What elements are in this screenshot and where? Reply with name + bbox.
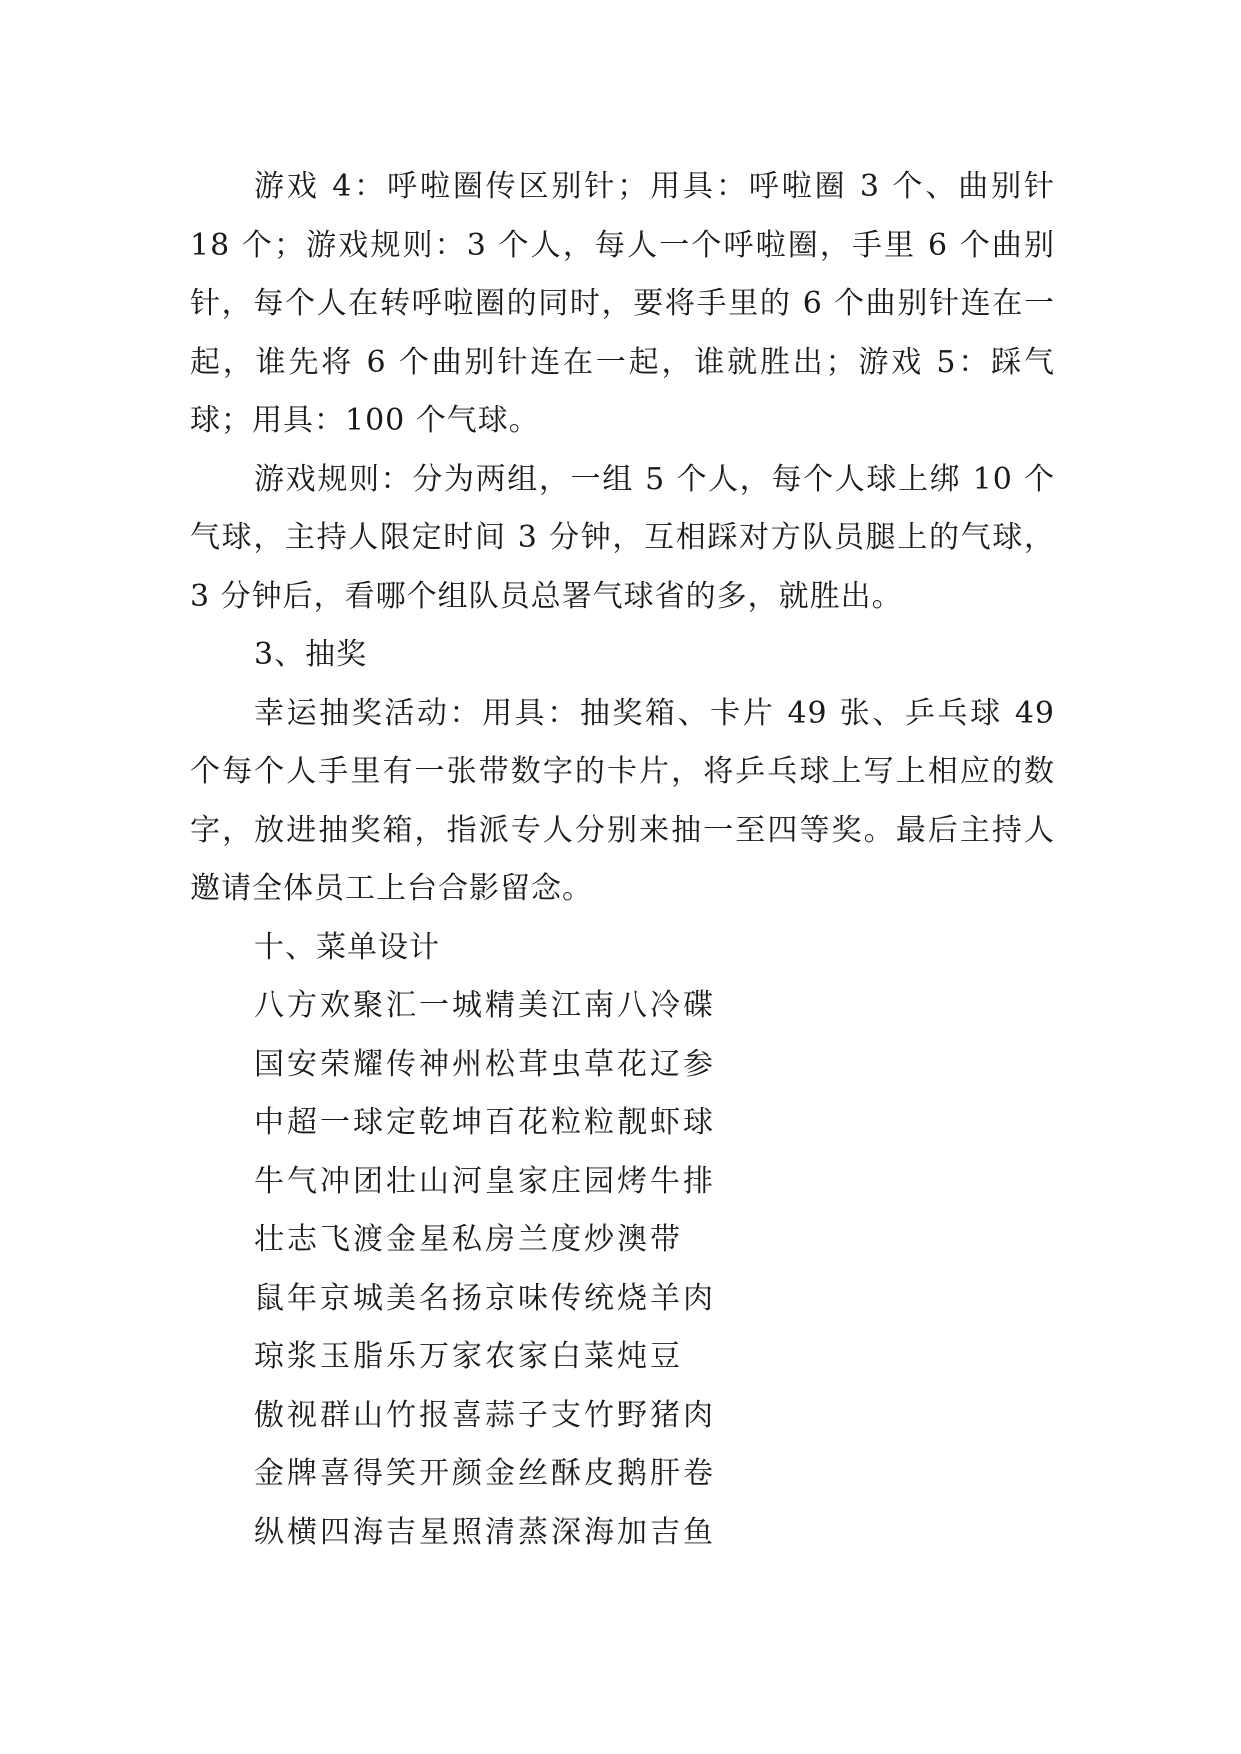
section-heading-lottery: 3、抽奖 [254,637,368,672]
menu-list [190,977,1055,1562]
menu-item: 琼浆玉脂乐万家农家白菜炖豆 [254,1339,683,1374]
menu-item: 壮志飞渡金星私房兰度炒澳带 [254,1222,683,1257]
menu-item: 鼠年京城美名扬京味传统烧羊肉 [254,1280,716,1316]
paragraph-lottery: 幸运抽奖活动：用具：抽奖箱、卡片 49 张、乒乓球 49 个每个人手里有一张带数字的卡片，将乒乓球上写上相应的数字，放进抽奖箱，指派专人分别来抽一至四等奖。最后主持人邀请全体员工上台合影留念。 [190,695,1055,906]
section-heading-menu: 十、菜单设计 [254,929,440,965]
menu-item: 傲视群山竹报喜蒜子支竹野猪肉 [254,1397,716,1433]
menu-item: 金牌喜得笑开颜金丝酥皮鹅肝卷 [254,1456,716,1491]
menu-item: 中超一球定乾坤百花粒粒靓虾球 [254,1105,716,1140]
paragraph-game5-rules: 游戏规则：分为两组，一组 5 个人，每个人球上绑 10 个气球，主持人限定时间 3 分钟，互相踩对方队员腿上的气球，3 分钟后，看哪个组队员总署气球省的多，就胜出。 [190,461,1055,614]
menu-item: 八方欢聚汇一城精美江南八冷碟 [254,988,716,1023]
menu-item: 国安荣耀传神州松茸虫草花辽参 [254,1046,716,1082]
document-page [190,158,1055,1562]
menu-item: 纵横四海吉星照清蒸深海加吉鱼 [254,1514,716,1550]
menu-item: 牛气冲团壮山河皇家庄园烤牛排 [254,1163,716,1199]
paragraph-game4: 游戏 4：呼啦圈传区别针；用具：呼啦圈 3 个、曲别针 18 个；游戏规则：3 个人，每人一个呼啦圈，手里 6 个曲别针，每个人在转呼啦圈的同时，要将手里的 6 个曲别针连在一起，谁先将 6 个曲别针连在一起，谁就胜出；游戏 5：踩气球；用具：100 个气球。 [190,169,1055,438]
